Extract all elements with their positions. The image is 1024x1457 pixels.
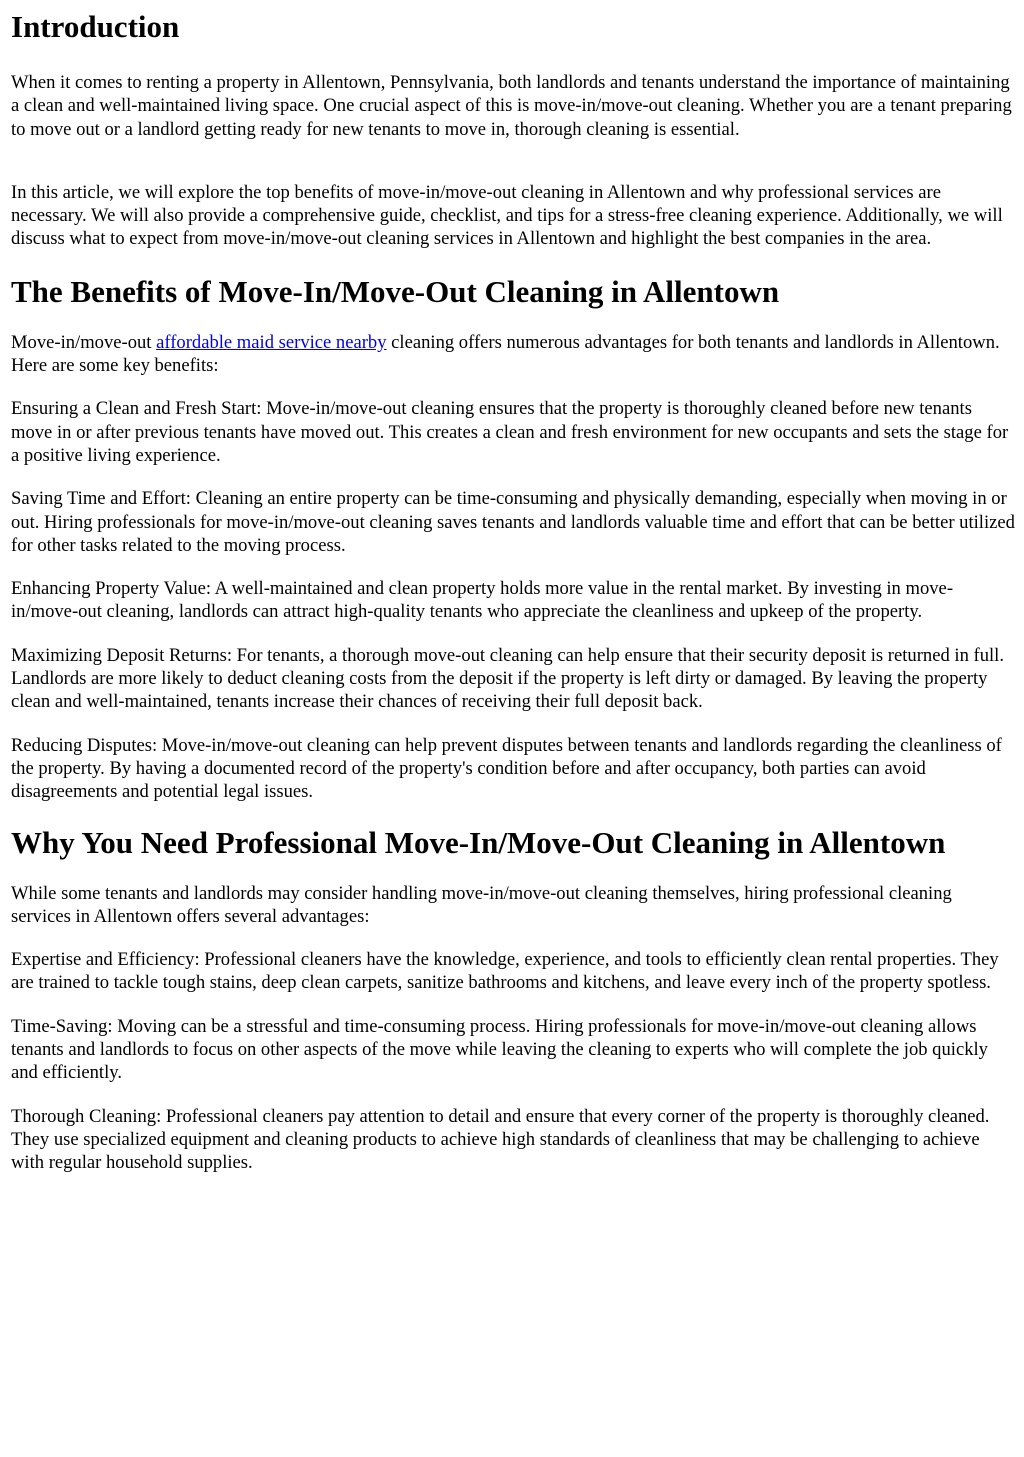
advantage-paragraph: Expertise and Efficiency: Professional cleaners have the knowledge, experience, and tools to efficiently clean rental properties. They are trained to tackle tough stains, deep clean carpets, sanitize bathrooms and kitchens, and leave every inch of the property spotless. [11, 949, 999, 994]
benefits-intro-text: Move-in/move-out [11, 331, 157, 353]
introduction-heading: Introduction [11, 9, 180, 44]
benefits-heading: The Benefits of Move-In/Move-Out Cleaning in Allentown [11, 273, 780, 309]
why-professional-intro: While some tenants and landlords may consider handling move-in/move-out cleaning themselves, hiring professional cleaning services in Allentown offers several advantages: [11, 882, 952, 927]
advantage-paragraph: Time-Saving: Moving can be a stressful and time-consuming process. Hiring professionals for move-in/move-out cleaning allows tenants and landlords to focus on other aspects of the move while leaving the cleaning to experts who will complete the job quickly and efficiently. [11, 1015, 988, 1084]
benefit-paragraph: Reducing Disputes: Move-in/move-out cleaning can help prevent disputes between tenants and landlords regarding the cleanliness of the property. By having a documented record of the property's condition before and after occupancy, both parties can avoid disagreements and potential legal issues. [11, 734, 1002, 803]
introduction-paragraph: In this article, we will explore the top benefits of move-in/move-out cleaning in Allentown and why professional services are necessary. We will also provide a comprehensive guide, checklist, and tips for a stress-free cleaning experience. Additionally, we will discuss what to expect from move-in/move-out cleaning services in Allentown and highlight the best companies in the area. [11, 181, 1003, 250]
benefits-intro-text: cleaning offers numerous advantages for both tenants and landlords in Allentown. Here are some key benefits: [11, 331, 1000, 377]
introduction-paragraph: When it comes to renting a property in Allentown, Pennsylvania, both landlords and tenants understand the importance of maintaining a clean and well-maintained living space. One crucial aspect of this is move-in/move-out cleaning. Whether you are a tenant preparing to move out or a landlord getting ready for new tenants to move in, thorough cleaning is essential. [11, 72, 1012, 140]
benefit-paragraph: Ensuring a Clean and Fresh Start: Move-in/move-out cleaning ensures that the property is thoroughly cleaned before new tenants move in or after previous tenants have moved out. This creates a clean and fresh environment for new occupants and sets the stage for a positive living experience. [11, 398, 1009, 466]
benefits-intro-paragraph [11, 331, 1016, 378]
article [0, 9, 1024, 1175]
affordable-maid-service-link[interactable]: affordable maid service nearby [156, 331, 387, 353]
advantage-paragraph: Thorough Cleaning: Professional cleaners pay attention to detail and ensure that every corner of the property is thoroughly cleaned. They use specialized equipment and cleaning products to achieve high standards of cleanliness that may be challenging to achieve with regular household supplies. [11, 1105, 990, 1174]
why-professional-heading: Why You Need Professional Move-In/Move-Out Cleaning in Allentown [11, 824, 946, 860]
benefit-paragraph: Enhancing Property Value: A well-maintained and clean property holds more value in the rental market. By investing in move-in/move-out cleaning, landlords can attract high-quality tenants who appreciate the cleanliness and upkeep of the property. [11, 578, 954, 623]
benefit-paragraph: Saving Time and Effort: Cleaning an entire property can be time-consuming and physically demanding, especially when moving in or out. Hiring professionals for move-in/move-out cleaning saves tenants and landlords valuable time and effort that can be better utilized for other tasks related to the moving process. [11, 488, 1015, 556]
benefit-paragraph: Maximizing Deposit Returns: For tenants, a thorough move-out cleaning can help ensure that their security deposit is returned in full. Landlords are more likely to deduct cleaning costs from the deposit if the property is left dirty or damaged. By leaving the property clean and well-maintained, tenants increase their chances of receiving their full deposit back. [11, 644, 1004, 713]
